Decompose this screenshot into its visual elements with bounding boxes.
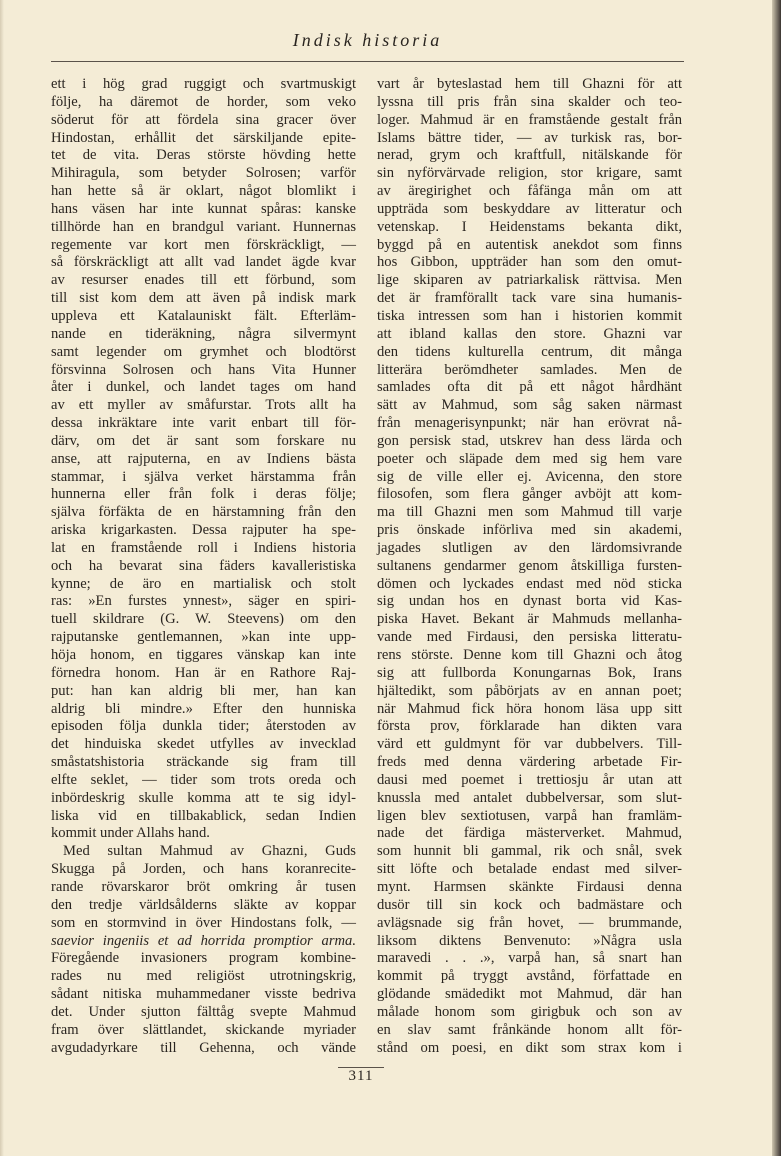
text-line: inbördeskrig skulle komma att te sig idyl- bbox=[51, 789, 356, 806]
text-line: Islams bättre tider, — av turkisk ras, bor- bbox=[377, 129, 682, 146]
text-line: av ett myller av småfurstar. Trots allt ha bbox=[51, 397, 356, 414]
text-line: piska Havet. Bekant är Mahmuds mellanha- bbox=[377, 611, 682, 628]
text-line: lat en framstående roll i Indiens historia bbox=[51, 539, 356, 556]
text-line: maravedi . . .», varpå han, så snart han bbox=[377, 950, 682, 967]
text-line: Hindostan, erhållit det särskiljande epite- bbox=[51, 129, 356, 146]
text-line: sig undan hos en dynast borta vid Kas- bbox=[377, 593, 682, 610]
text-line: sultanens gendarmer genom åtskilliga fursten- bbox=[377, 557, 682, 574]
text-line: som en stormvind in över Hindostans folk, — bbox=[51, 914, 356, 931]
text-line: det hinduiska skedet utfylles av invecklad bbox=[51, 736, 356, 753]
text-line: avlägsnade sig från hovet, — brummande, bbox=[377, 914, 682, 931]
text-line: följe, ha däremot de horder, som veko bbox=[51, 93, 356, 110]
text-line: ma till Ghazni men som Mahmud till varje bbox=[377, 504, 682, 521]
text-line: den tredje världsålderns släkte av koppar bbox=[51, 896, 356, 913]
left-column bbox=[51, 76, 356, 1057]
text-line: lyssna till pris från sina skalder och teo- bbox=[377, 93, 682, 110]
text-line: uppträda som beskyddare av litteratur och bbox=[377, 200, 682, 217]
text-line: sådant nitiska muhammedaner visste bedriva bbox=[51, 986, 356, 1003]
text-line: byggd på en autentisk anekdot som finns bbox=[377, 236, 682, 253]
text-line: kommit under Allahs hand. bbox=[51, 825, 210, 842]
text-line: stånd om poesi, en dikt som strax kom i bbox=[377, 1039, 682, 1056]
text-line: att ibland kallas den store. Ghazni var bbox=[377, 325, 682, 342]
right-column bbox=[377, 76, 682, 1057]
text-line: Skugga på Jorden, och hans koranrecite- bbox=[51, 861, 356, 878]
text-line: hunnerna eller från folk i deras följe; bbox=[51, 486, 356, 503]
text-line: han hette så är oklart, något blomlikt i bbox=[51, 183, 356, 200]
text-line: sin nyförvärvade religion, stor krigare, samt bbox=[377, 165, 682, 182]
text-line: mynt. Harmsen skänkte Firdausi denna bbox=[377, 878, 682, 895]
page-right-edge-shadow bbox=[772, 0, 781, 1156]
text-line: vande med Firdausi, den persiska litteratu- bbox=[377, 629, 682, 646]
text-line: lige skiparen av patriarkalisk rättvisa. Men bbox=[377, 272, 682, 289]
text-line: tillhörde han en brandgul variant. Hunnernas bbox=[51, 218, 356, 235]
text-line: av äregirighet och fåfänga mån om att bbox=[377, 183, 682, 200]
text-line: värd ett guldmynt för var dubbelvers. Till- bbox=[377, 736, 682, 753]
text-line: sig att fullborda Konungarnas Bok, Irans bbox=[377, 664, 682, 681]
text-line: ett i hög grad ruggigt och svartmuskigt bbox=[51, 76, 356, 92]
text-line: småstatshistoria sträckande sig fram till bbox=[51, 754, 356, 771]
text-line: dömen och lyckades endast med nöd sticka bbox=[377, 575, 682, 592]
text-line: rens störste. Denne kom till Ghazni och åtog bbox=[377, 647, 682, 663]
text-line: samlades ofta dit på ett något hårdhänt bbox=[377, 379, 682, 396]
header-rule bbox=[51, 61, 684, 62]
text-line: avgudadyrkare till Gehenna, och vände bbox=[51, 1039, 356, 1056]
text-line: rades nu med religiöst utrotningskrig, bbox=[51, 968, 356, 985]
text-line: och ha bevarat sina fäders kavalleristiska bbox=[51, 557, 356, 574]
text-line: sig de ville eller ej. Avicenna, den store bbox=[377, 468, 682, 485]
text-line: nade det färdiga mästerverket. Mahmud, bbox=[377, 825, 682, 842]
text-line: uppleva ett Katalauniskt fält. Efterläm- bbox=[51, 307, 356, 324]
text-line: tet de vita. Deras störste hövding hette bbox=[51, 147, 356, 164]
text-line: hans väsen har inte kunnat spåras: kanske bbox=[51, 200, 356, 217]
text-line: vart år byteslastad hem till Ghazni för att bbox=[377, 76, 682, 92]
text-line: kynne; de äro en martialisk och stolt bbox=[51, 575, 356, 592]
text-line: glödande smädedikt mot Mahmud, där han bbox=[377, 986, 682, 1003]
text-line: en slav samt frånkände honom allt för- bbox=[377, 1021, 682, 1038]
text-line: rajputanske gentlemannen, »kan inte upp- bbox=[51, 629, 356, 646]
text-line: fram över slättlandet, skickande myriader bbox=[51, 1021, 356, 1038]
text-line: försvinna Solrosen och hans Vita Hunner bbox=[51, 361, 356, 378]
text-line: put: han kan aldrig bli mer, han kan bbox=[51, 682, 356, 699]
text-line: förnedra honom. Han är en Rathore Raj- bbox=[51, 664, 356, 681]
text-line: nerad, grym och kraftfull, nitälskande för bbox=[377, 147, 682, 164]
text-line: ras: »En furstes ynnest», säger en spiri- bbox=[51, 593, 356, 610]
text-line: anse, att rajputerna, en av Indiens bästa bbox=[51, 450, 356, 467]
text-line: därv, om det är sant som forskare nu bbox=[51, 432, 356, 449]
text-line: kommit på tryggt avstånd, författade en bbox=[377, 968, 682, 985]
text-line: regemente var kort men förskräckligt, — bbox=[51, 236, 356, 253]
text-line: knussla med antalet dubbelversar, som slut- bbox=[377, 789, 682, 806]
text-line: den tidens kulturella centrum, dit många bbox=[377, 343, 682, 360]
text-line: dessa inkräktare inte varit enbart till för- bbox=[51, 415, 356, 432]
text-line: höja honom, en tiggares vänskap kan inte bbox=[51, 647, 356, 663]
text-line: freds med denna värdering arbetade Fir- bbox=[377, 754, 682, 771]
text-line: målade honom som girigbuk och son av bbox=[377, 1003, 682, 1020]
text-line: liksom diktens Benvenuto: »Några usla bbox=[377, 932, 682, 949]
text-line: dausi med poemet i trettiosju år utan att bbox=[377, 771, 682, 788]
text-line: ligen blev sextiotusen, varpå han framläm- bbox=[377, 807, 682, 824]
text-line: första prov, förklarade han dikten vara bbox=[377, 718, 682, 735]
text-line: till sist kom dem att även på indisk mark bbox=[51, 290, 356, 307]
text-line: Mihiragula, som betyder Solrosen; varför bbox=[51, 165, 356, 182]
text-line: gon persisk stad, utskrev han dess lärda och bbox=[377, 432, 682, 449]
page-left-edge bbox=[0, 0, 4, 1156]
text-line: poeter och släpade dem med sig hem vare bbox=[377, 450, 682, 467]
text-line: Med sultan Mahmud av Ghazni, Guds bbox=[63, 843, 356, 860]
text-line: Föregående invasioners program kombine- bbox=[51, 950, 356, 967]
text-line: pris önskade införliva med sin akademi, bbox=[377, 522, 682, 539]
text-line: vetenskap. I Heidenstams bekanta dikt, bbox=[377, 218, 682, 235]
text-line: hjältedikt, som påbörjats av en annan poet; bbox=[377, 682, 682, 699]
text-line: aldrig bli mindre.» Efter den hunniska bbox=[51, 700, 356, 717]
text-line: stammar, i själva verket härstamma från bbox=[51, 468, 356, 485]
text-line: när Mahmud fick höra honom läsa upp sitt bbox=[377, 700, 682, 717]
text-line: tiska intressen som han i historien kommit bbox=[377, 307, 682, 324]
text-line: elfte seklet, — tider som trots oreda och bbox=[51, 771, 356, 788]
text-line: söderut för att fördela sina gracer över bbox=[51, 111, 356, 128]
text-line: själva förfäkta de en härstamning från den bbox=[51, 504, 356, 521]
running-head: Indisk historia bbox=[292, 30, 443, 50]
text-line: som hunnit bli gammal, rik och snål, svek bbox=[377, 843, 682, 860]
text-line: episoden följa dunkla tider; återstoden av bbox=[51, 718, 356, 735]
text-line: ariska krigarkasten. Dessa rajputer ha spe- bbox=[51, 522, 356, 539]
text-line: loger. Mahmud är en framstående gestalt från bbox=[377, 111, 682, 128]
text-line: det. Under sjutton fälttåg svepte Mahmud bbox=[51, 1003, 356, 1020]
text-line: så förskräckligt att allt vad landet ägde kvar bbox=[51, 254, 356, 271]
text-line: sätt av Mahmud, som såg saken närmast bbox=[377, 397, 682, 414]
text-line: jagades slutligen av den lärdomsivrande bbox=[377, 539, 682, 556]
text-line: rande rövarskaror bröt omkring år tusen bbox=[51, 878, 356, 895]
text-line: nande en tideräkning, några silvermynt bbox=[51, 325, 356, 342]
text-line: litterära berömdheter samlades. Men de bbox=[377, 361, 682, 378]
page-number: 311 bbox=[348, 1068, 374, 1084]
text-line: samt legender om grymhet och blodtörst bbox=[51, 343, 356, 360]
text-line: sitt löfte och betalade endast med silver- bbox=[377, 861, 682, 878]
text-line: det är framförallt tack vare sina humanis- bbox=[377, 290, 682, 307]
text-line: åter i dunkel, och landet tages om hand bbox=[51, 379, 356, 396]
text-line: filosofen, som flera gånger avböjt att kom- bbox=[377, 486, 682, 503]
text-line: från menagerisynpunkt; när han erövrat nå- bbox=[377, 415, 682, 432]
text-line: liska vid en tillbakablick, sedan Indien bbox=[51, 807, 356, 824]
text-line: hos Gibbon, uppträder han som den omut- bbox=[377, 254, 682, 271]
text-line: saevior ingeniis et ad horrida promptior arma. bbox=[51, 932, 356, 949]
text-line: dusör till sin kock och badmästare och bbox=[377, 896, 682, 913]
text-line: av resurser enades till ett förbund, som bbox=[51, 272, 356, 289]
text-line: tuell skildrare (G. W. Steevens) om den bbox=[51, 611, 356, 628]
